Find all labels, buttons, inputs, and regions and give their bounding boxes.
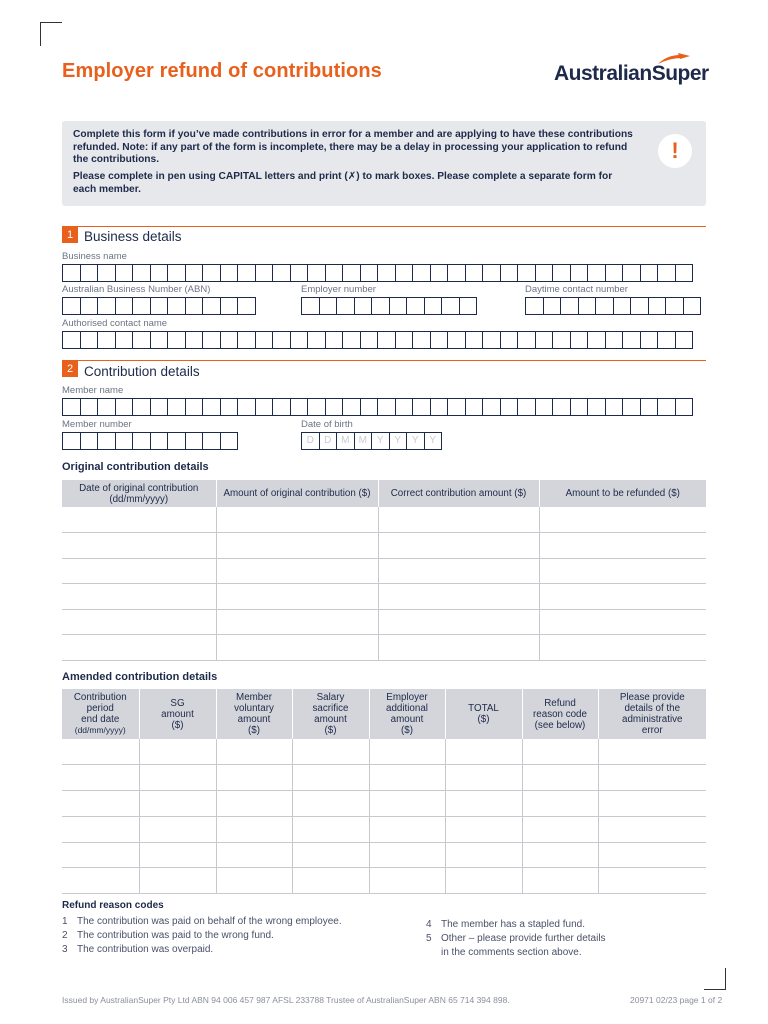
- char-box[interactable]: [132, 297, 151, 315]
- table-row: [62, 765, 706, 791]
- char-box[interactable]: [665, 297, 684, 315]
- char-box[interactable]: [325, 398, 344, 416]
- char-box[interactable]: [517, 398, 536, 416]
- table-row: [62, 842, 706, 868]
- char-box[interactable]: [657, 264, 676, 282]
- refund-code-item: 5 Other – please provide further details: [426, 933, 606, 944]
- char-box[interactable]: [62, 264, 81, 282]
- char-box[interactable]: [389, 297, 408, 315]
- char-box[interactable]: [412, 264, 431, 282]
- member-number-label: Member number: [62, 419, 132, 430]
- char-box[interactable]: [570, 331, 589, 349]
- char-box[interactable]: [115, 432, 134, 450]
- char-box[interactable]: [185, 297, 204, 315]
- char-box[interactable]: [272, 264, 291, 282]
- char-box[interactable]: [371, 297, 390, 315]
- char-box[interactable]: [447, 398, 466, 416]
- char-box[interactable]: [500, 264, 519, 282]
- char-box[interactable]: [342, 398, 361, 416]
- char-box[interactable]: [465, 398, 484, 416]
- char-box[interactable]: [150, 398, 169, 416]
- table-cell[interactable]: [369, 816, 445, 842]
- table-cell[interactable]: [598, 739, 706, 765]
- char-box[interactable]: [465, 264, 484, 282]
- char-box[interactable]: [325, 331, 344, 349]
- char-box[interactable]: [552, 264, 571, 282]
- char-box[interactable]: [167, 264, 186, 282]
- char-box[interactable]: [167, 331, 186, 349]
- char-box[interactable]: [97, 398, 116, 416]
- char-box[interactable]: [202, 331, 221, 349]
- table-row: [62, 739, 706, 765]
- char-box[interactable]: [377, 398, 396, 416]
- char-box[interactable]: [578, 297, 597, 315]
- table-cell[interactable]: [522, 739, 598, 765]
- char-box[interactable]: [500, 331, 519, 349]
- char-box[interactable]: [185, 432, 204, 450]
- char-box[interactable]: [648, 297, 667, 315]
- section-divider: [62, 360, 706, 361]
- char-box[interactable]: [465, 331, 484, 349]
- char-box[interactable]: [675, 398, 694, 416]
- char-box[interactable]: [613, 297, 632, 315]
- char-box[interactable]: [185, 264, 204, 282]
- business-name-input[interactable]: [62, 264, 692, 282]
- char-box[interactable]: [97, 432, 116, 450]
- table-row: [62, 868, 706, 894]
- table-cell[interactable]: [522, 816, 598, 842]
- table-cell[interactable]: [62, 842, 139, 868]
- business-name-label: Business name: [62, 251, 127, 262]
- table-cell[interactable]: [369, 868, 445, 894]
- char-box[interactable]: [255, 331, 274, 349]
- char-box[interactable]: [97, 331, 116, 349]
- char-box[interactable]: [150, 264, 169, 282]
- char-box[interactable]: [342, 331, 361, 349]
- table-cell[interactable]: [216, 609, 378, 635]
- char-box[interactable]: [290, 264, 309, 282]
- table-cell[interactable]: [62, 584, 216, 610]
- logo-wordmark: AustralianSuper: [554, 62, 709, 85]
- column-header: Member voluntary amount ($): [216, 689, 292, 739]
- char-box[interactable]: Y: [389, 432, 408, 450]
- char-box[interactable]: [185, 398, 204, 416]
- table-row: [62, 507, 706, 533]
- table-cell[interactable]: [522, 842, 598, 868]
- char-box[interactable]: [482, 331, 501, 349]
- char-box[interactable]: [220, 264, 239, 282]
- char-box[interactable]: [301, 297, 320, 315]
- member-number-input[interactable]: [62, 432, 237, 450]
- char-box[interactable]: [167, 398, 186, 416]
- employer-number-label: Employer number: [301, 284, 376, 295]
- amended-contribution-heading: Amended contribution details: [62, 671, 218, 683]
- char-box[interactable]: [447, 264, 466, 282]
- refund-code-item: in the comments section above.: [441, 947, 582, 958]
- char-box[interactable]: [552, 331, 571, 349]
- table-cell[interactable]: [216, 739, 292, 765]
- char-box[interactable]: [80, 297, 99, 315]
- char-box[interactable]: [395, 398, 414, 416]
- char-box[interactable]: [377, 264, 396, 282]
- char-box[interactable]: [441, 297, 460, 315]
- table-cell[interactable]: [216, 533, 378, 559]
- footer-issuer: Issued by AustralianSuper Pty Ltd ABN 94 006 457 987 AFSL 233788 Trustee of AustralianSuper ABN 65 714 394 898.: [62, 995, 510, 1005]
- char-box[interactable]: [517, 264, 536, 282]
- table-cell[interactable]: [292, 765, 369, 791]
- char-box[interactable]: [255, 398, 274, 416]
- australiansuper-logo: [554, 52, 730, 88]
- table-cell[interactable]: [292, 842, 369, 868]
- char-box[interactable]: [535, 398, 554, 416]
- char-box[interactable]: [354, 297, 373, 315]
- column-header: Amount to be refunded ($): [539, 480, 706, 507]
- abn-label: Australian Business Number (ABN): [62, 284, 211, 295]
- table-cell[interactable]: [378, 507, 539, 533]
- char-box[interactable]: [290, 331, 309, 349]
- char-box[interactable]: [237, 398, 256, 416]
- abn-input[interactable]: [62, 297, 255, 315]
- table-row: [62, 816, 706, 842]
- char-box[interactable]: [622, 398, 641, 416]
- section-title: Business details: [84, 229, 182, 244]
- table-cell[interactable]: [62, 739, 139, 765]
- char-box[interactable]: [132, 331, 151, 349]
- table-cell[interactable]: [62, 791, 139, 817]
- table-cell[interactable]: [445, 868, 522, 894]
- char-box[interactable]: [482, 264, 501, 282]
- refund-code-item: 3 The contribution was overpaid.: [62, 944, 214, 955]
- char-box[interactable]: [424, 297, 443, 315]
- instructions-paragraph: Please complete in pen using CAPITAL letters and print (✗) to mark boxes. Please complete a separate form for each member.: [73, 171, 613, 195]
- char-box[interactable]: [272, 331, 291, 349]
- table-cell[interactable]: [369, 842, 445, 868]
- crop-mark-top-left: [40, 22, 62, 46]
- char-box[interactable]: [587, 331, 606, 349]
- char-box[interactable]: [640, 331, 659, 349]
- table-row: [62, 533, 706, 559]
- char-box[interactable]: [342, 264, 361, 282]
- date-of-birth-label: Date of birth: [301, 419, 353, 430]
- char-box[interactable]: [336, 297, 355, 315]
- section-number: 1: [62, 227, 78, 243]
- column-header: Correct contribution amount ($): [378, 480, 539, 507]
- char-box[interactable]: [150, 297, 169, 315]
- char-box[interactable]: [517, 331, 536, 349]
- table-cell[interactable]: [139, 816, 216, 842]
- footer-page-info: 20971 02/23 page 1 of 2: [630, 995, 723, 1005]
- table-cell[interactable]: [598, 868, 706, 894]
- char-box[interactable]: [360, 264, 379, 282]
- char-box[interactable]: [150, 331, 169, 349]
- column-header: SG amount ($): [139, 689, 216, 739]
- column-header: Please provide details of the administrative error: [598, 689, 706, 739]
- table-cell[interactable]: [539, 507, 706, 533]
- char-box[interactable]: Y: [406, 432, 425, 450]
- crop-mark-bottom-right: [704, 968, 726, 990]
- char-box[interactable]: [132, 398, 151, 416]
- char-box[interactable]: [62, 398, 81, 416]
- table-cell[interactable]: [539, 609, 706, 635]
- column-header: Salary sacrifice amount ($): [292, 689, 369, 739]
- char-box[interactable]: M: [336, 432, 355, 450]
- table-cell[interactable]: [522, 765, 598, 791]
- char-box[interactable]: [220, 331, 239, 349]
- table-cell[interactable]: [216, 558, 378, 584]
- char-box[interactable]: [167, 297, 186, 315]
- char-box[interactable]: [319, 297, 338, 315]
- date-of-birth-input[interactable]: [301, 432, 441, 450]
- char-box[interactable]: [675, 331, 694, 349]
- table-cell[interactable]: [62, 868, 139, 894]
- char-box[interactable]: [360, 398, 379, 416]
- char-box[interactable]: [560, 297, 579, 315]
- section-title: Contribution details: [84, 364, 200, 379]
- char-box[interactable]: [290, 398, 309, 416]
- table-cell[interactable]: [369, 739, 445, 765]
- char-box[interactable]: [325, 264, 344, 282]
- table-cell[interactable]: [292, 791, 369, 817]
- table-cell[interactable]: [139, 868, 216, 894]
- char-box[interactable]: [482, 398, 501, 416]
- refund-codes-list: [62, 915, 342, 957]
- column-header: Amount of original contribution ($): [216, 480, 378, 507]
- table-cell[interactable]: [522, 868, 598, 894]
- table-cell[interactable]: [445, 765, 522, 791]
- char-box[interactable]: [570, 398, 589, 416]
- table-cell[interactable]: [216, 765, 292, 791]
- char-box[interactable]: [605, 398, 624, 416]
- char-box[interactable]: [80, 264, 99, 282]
- column-header: Employer additional amount ($): [369, 689, 445, 739]
- table-cell[interactable]: [369, 765, 445, 791]
- table-cell[interactable]: [598, 791, 706, 817]
- char-box[interactable]: [605, 331, 624, 349]
- table-cell[interactable]: [216, 635, 378, 661]
- char-box[interactable]: [605, 264, 624, 282]
- instructions-paragraph: Complete this form if you’ve made contributions in error for a member and are applying to have these contributions refunded. Note: if any part of the form is incomplete, there may be a delay in processing your application to refund the contributions.: [73, 129, 633, 166]
- original-contribution-heading: Original contribution details: [62, 461, 209, 473]
- char-box[interactable]: [430, 398, 449, 416]
- table-cell[interactable]: [292, 739, 369, 765]
- char-box[interactable]: D: [301, 432, 320, 450]
- char-box[interactable]: [525, 297, 544, 315]
- table-cell[interactable]: [598, 765, 706, 791]
- char-box[interactable]: [220, 432, 239, 450]
- char-box[interactable]: [132, 264, 151, 282]
- table-row: [62, 558, 706, 584]
- table-cell[interactable]: [378, 584, 539, 610]
- table-cell[interactable]: [445, 816, 522, 842]
- table-cell[interactable]: [139, 791, 216, 817]
- char-box[interactable]: M: [354, 432, 373, 450]
- table-cell[interactable]: [522, 791, 598, 817]
- table-cell[interactable]: [445, 791, 522, 817]
- char-box[interactable]: D: [319, 432, 338, 450]
- char-box[interactable]: [62, 432, 81, 450]
- char-box[interactable]: [62, 331, 81, 349]
- char-box[interactable]: [80, 432, 99, 450]
- char-box[interactable]: [115, 297, 134, 315]
- char-box[interactable]: [640, 398, 659, 416]
- char-box[interactable]: [80, 331, 99, 349]
- char-box[interactable]: [307, 264, 326, 282]
- char-box[interactable]: [622, 331, 641, 349]
- table-cell[interactable]: [539, 584, 706, 610]
- char-box[interactable]: [543, 297, 562, 315]
- char-box[interactable]: Y: [371, 432, 390, 450]
- char-box[interactable]: [115, 264, 134, 282]
- table-cell[interactable]: [598, 842, 706, 868]
- char-box[interactable]: [97, 264, 116, 282]
- char-box[interactable]: [185, 331, 204, 349]
- char-box[interactable]: [202, 264, 221, 282]
- refund-code-item: 2 The contribution was paid to the wrong fund.: [62, 930, 274, 941]
- daytime-contact-input[interactable]: [525, 297, 700, 315]
- section-divider: [62, 226, 706, 227]
- daytime-contact-label: Daytime contact number: [525, 284, 628, 295]
- table-cell[interactable]: [216, 584, 378, 610]
- char-box[interactable]: [657, 398, 676, 416]
- table-cell[interactable]: [445, 739, 522, 765]
- table-cell[interactable]: [139, 765, 216, 791]
- refund-code-item: 1 The contribution was paid on behalf of the wrong employee.: [62, 916, 342, 927]
- table-cell[interactable]: [216, 507, 378, 533]
- section-number: 2: [62, 361, 78, 377]
- char-box[interactable]: Y: [424, 432, 443, 450]
- char-box[interactable]: [132, 432, 151, 450]
- table-cell[interactable]: [62, 609, 216, 635]
- char-box[interactable]: [115, 331, 134, 349]
- table-cell[interactable]: [139, 842, 216, 868]
- table-cell[interactable]: [539, 635, 706, 661]
- table-cell[interactable]: [216, 816, 292, 842]
- char-box[interactable]: [630, 297, 649, 315]
- char-box[interactable]: [552, 398, 571, 416]
- table-cell[interactable]: [378, 533, 539, 559]
- table-cell[interactable]: [445, 842, 522, 868]
- char-box[interactable]: [237, 264, 256, 282]
- char-box[interactable]: [237, 297, 256, 315]
- char-box[interactable]: [595, 297, 614, 315]
- table-cell[interactable]: [292, 816, 369, 842]
- table-cell[interactable]: [216, 791, 292, 817]
- refund-codes-list: [426, 918, 606, 960]
- char-box[interactable]: [202, 398, 221, 416]
- char-box[interactable]: [430, 264, 449, 282]
- char-box[interactable]: [202, 432, 221, 450]
- table-cell[interactable]: [539, 533, 706, 559]
- table-cell[interactable]: [139, 739, 216, 765]
- char-box[interactable]: [307, 331, 326, 349]
- refund-code-item: 4 The member has a stapled fund.: [426, 919, 585, 930]
- char-box[interactable]: [640, 264, 659, 282]
- char-box[interactable]: [535, 331, 554, 349]
- char-box[interactable]: [272, 398, 291, 416]
- table-cell[interactable]: [216, 842, 292, 868]
- char-box[interactable]: [395, 264, 414, 282]
- table-cell[interactable]: [378, 635, 539, 661]
- authorised-contact-input[interactable]: [62, 331, 692, 349]
- char-box[interactable]: [587, 264, 606, 282]
- char-box[interactable]: [255, 264, 274, 282]
- char-box[interactable]: [202, 297, 221, 315]
- table-cell[interactable]: [62, 507, 216, 533]
- table-cell[interactable]: [292, 868, 369, 894]
- char-box[interactable]: [657, 331, 676, 349]
- char-box[interactable]: [412, 398, 431, 416]
- char-box[interactable]: [395, 331, 414, 349]
- char-box[interactable]: [683, 297, 702, 315]
- table-cell[interactable]: [62, 533, 216, 559]
- table-cell[interactable]: [378, 609, 539, 635]
- char-box[interactable]: [80, 398, 99, 416]
- alert-icon: !: [658, 134, 692, 168]
- char-box[interactable]: [412, 331, 431, 349]
- member-name-label: Member name: [62, 385, 124, 396]
- table-cell[interactable]: [62, 635, 216, 661]
- table-row: [62, 791, 706, 817]
- char-box[interactable]: [430, 331, 449, 349]
- authorised-contact-label: Authorised contact name: [62, 318, 168, 329]
- table-row: [62, 584, 706, 610]
- table-cell[interactable]: [539, 558, 706, 584]
- char-box[interactable]: [406, 297, 425, 315]
- char-box[interactable]: [97, 297, 116, 315]
- char-box[interactable]: [237, 331, 256, 349]
- char-box[interactable]: [377, 331, 396, 349]
- table-row: [62, 609, 706, 635]
- char-box[interactable]: [220, 297, 239, 315]
- char-box[interactable]: [447, 331, 466, 349]
- char-box[interactable]: [115, 398, 134, 416]
- column-header: TOTAL ($): [445, 689, 522, 739]
- table-cell[interactable]: [378, 558, 539, 584]
- table-row: [62, 635, 706, 661]
- table-cell[interactable]: [598, 816, 706, 842]
- column-header: Refund reason code (see below): [522, 689, 598, 739]
- char-box[interactable]: [220, 398, 239, 416]
- char-box[interactable]: [570, 264, 589, 282]
- table-cell[interactable]: [216, 868, 292, 894]
- refund-codes-title: Refund reason codes: [62, 900, 164, 911]
- page-title: Employer refund of contributions: [62, 60, 382, 82]
- char-box[interactable]: [587, 398, 606, 416]
- char-box[interactable]: [675, 264, 694, 282]
- char-box[interactable]: [622, 264, 641, 282]
- instructions-panel: [62, 121, 706, 206]
- char-box[interactable]: [150, 432, 169, 450]
- char-box[interactable]: [62, 297, 81, 315]
- original-contribution-table: [62, 480, 706, 661]
- employer-number-input[interactable]: [301, 297, 476, 315]
- table-cell[interactable]: [62, 558, 216, 584]
- column-header: Contribution period end date (dd/mm/yyyy): [62, 689, 139, 739]
- table-cell[interactable]: [62, 765, 139, 791]
- char-box[interactable]: [307, 398, 326, 416]
- amended-contribution-table: [62, 689, 706, 894]
- column-header: Date of original contribution (dd/mm/yyyy): [62, 480, 216, 507]
- char-box[interactable]: [167, 432, 186, 450]
- table-cell[interactable]: [62, 816, 139, 842]
- char-box[interactable]: [535, 264, 554, 282]
- member-name-input[interactable]: [62, 398, 692, 416]
- char-box[interactable]: [459, 297, 478, 315]
- char-box[interactable]: [360, 331, 379, 349]
- table-cell[interactable]: [369, 791, 445, 817]
- char-box[interactable]: [500, 398, 519, 416]
